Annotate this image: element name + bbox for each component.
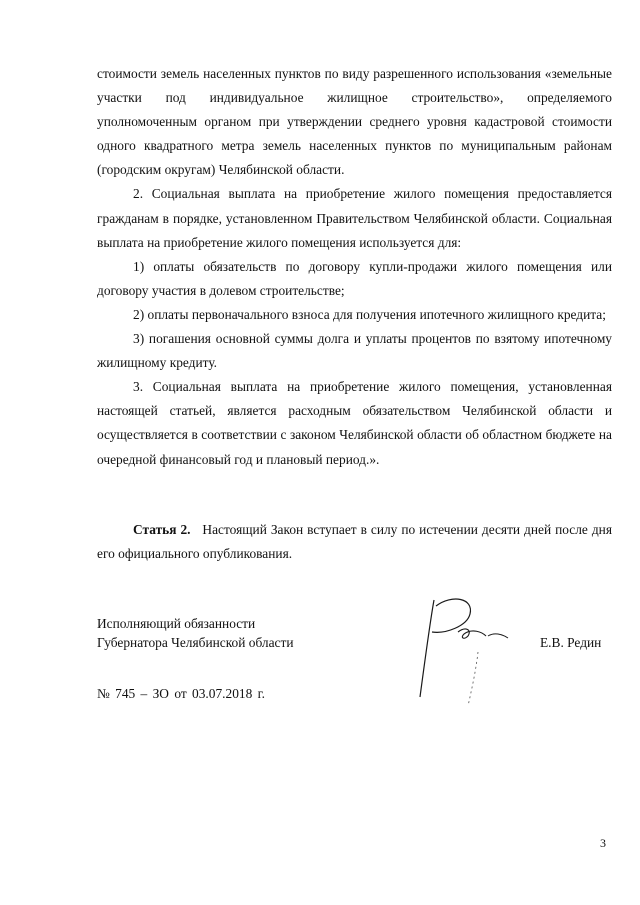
law-body-text	[97, 62, 612, 472]
article-2	[97, 518, 612, 566]
page-number: 3	[600, 836, 606, 850]
article-2-label: Статья 2.	[133, 522, 191, 537]
paragraph-subclause-1: 1) оплаты обязательств по договору купли-продажи жилого помещения или договору участия в долевом строительстве;	[97, 258, 612, 298]
signatory-position	[97, 614, 294, 652]
paragraph-subclause-3: 3) погашения основной суммы долга и уплаты процентов по взятому ипотечному жилищному кредиту.	[97, 331, 612, 371]
paragraph-clause-2: 2. Социальная выплата на приобретение жилого помещения предоставляется гражданам в порядке, установленном Правительством Челябинской области. Социальная выплата на приобретение жилого помещения используется для:	[97, 186, 612, 250]
article-2-text: Настоящий Закон вступает в силу по истечении десяти дней после дня его официального опубликования.	[97, 522, 612, 562]
paragraph-continuation: стоимости земель населенных пунктов по виду разрешенного использования «земельные участки под индивидуальное жилищное строительство», определяемого уполномоченным органом при утверждении среднего уровня кадастровой стоимости одного квадратного метра земель населенных пунктов по муниципальным районам (городским округам) Челябинской области.	[97, 66, 612, 178]
paragraph-subclause-2: 2) оплаты первоначального взноса для получения ипотечного жилищного кредита;	[133, 306, 606, 322]
signatory-position-line-1: Исполняющий обязанности	[97, 616, 256, 631]
paragraph-clause-3: 3. Социальная выплата на приобретение жилого помещения, установленная настоящей статьей, является расходным обязательством Челябинской области и осуществляется в соответствии с законом Челябинской области об областном бюджете на очередной финансовый год и плановый период.».	[97, 379, 612, 467]
signatory-position-line-2: Губернатора Челябинской области	[97, 635, 294, 650]
handwritten-signature	[412, 592, 532, 712]
law-number: № 745 – ЗО от 03.07.2018 г.	[97, 686, 265, 701]
signatory-name: Е.В. Редин	[540, 635, 602, 650]
